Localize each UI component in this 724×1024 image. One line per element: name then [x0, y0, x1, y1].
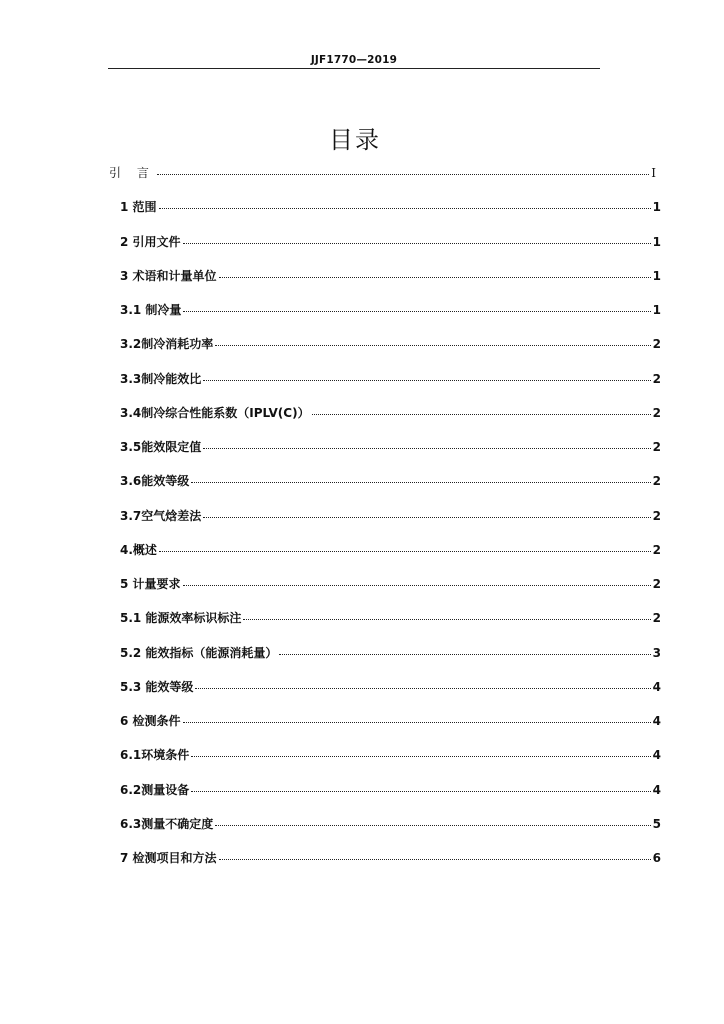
toc-entry[interactable] — [109, 166, 656, 180]
toc-entry-label: 3.6能效等级 — [120, 474, 190, 489]
toc-entry[interactable] — [120, 543, 661, 557]
toc-leader-dots — [215, 825, 650, 826]
toc-entry-page: 2 — [652, 611, 661, 626]
toc-entry[interactable] — [120, 474, 661, 488]
toc-entry-page: 4 — [652, 679, 661, 694]
toc-entry-label: 3.5能效限定值 — [120, 440, 202, 454]
toc-entry-page: 1 — [652, 234, 661, 249]
toc-entry-page: 5 — [652, 816, 661, 831]
toc-entry-page: 4 — [652, 748, 661, 763]
toc-entry-page: 2 — [652, 371, 661, 386]
toc-entry-label: 3 术语和计量单位 — [120, 268, 217, 283]
toc-entry[interactable] — [120, 509, 661, 523]
toc-entry-label: 6.2测量设备 — [120, 782, 190, 797]
toc-entry-label: 5.1 能源效率标识标注 — [120, 611, 242, 626]
toc-entry[interactable] — [120, 714, 661, 728]
toc-entry[interactable] — [120, 680, 661, 694]
toc-entry[interactable] — [120, 748, 661, 762]
toc-entry-page: 2 — [652, 337, 661, 352]
toc-entry-label: 引 言 — [109, 166, 155, 180]
page-header: JJF1770—2019 — [310, 54, 398, 66]
toc-leader-dots — [191, 791, 650, 792]
toc-entry-label: 6 检测条件 — [120, 714, 181, 728]
toc-entry[interactable] — [120, 440, 661, 454]
toc-entry-label: 5 计量要求 — [120, 577, 181, 591]
toc-entry-label: 6.1环境条件 — [120, 748, 190, 763]
toc-entry[interactable] — [120, 783, 661, 797]
toc-leader-dots — [312, 414, 651, 415]
toc-entry-page: 1 — [652, 303, 661, 317]
toc-entry[interactable] — [120, 200, 661, 214]
toc-entry[interactable] — [120, 817, 661, 831]
toc-entry-label: 3.4制冷综合性能系数（IPLV(C)） — [120, 405, 310, 420]
toc-leader-dots — [219, 277, 651, 278]
toc-entry-label: 4.概述 — [120, 542, 157, 557]
toc-leader-dots — [191, 756, 650, 757]
toc-leader-dots — [203, 380, 650, 381]
toc-entry-label: 3.1 制冷量 — [120, 303, 182, 317]
toc-leader-dots — [183, 722, 651, 723]
toc-entry-page: I — [651, 166, 656, 180]
toc-entry[interactable] — [120, 269, 661, 283]
toc-leader-dots — [183, 585, 651, 586]
toc-entry-page: 2 — [652, 405, 661, 420]
toc-leader-dots — [191, 482, 650, 483]
toc-entry[interactable] — [120, 851, 661, 865]
toc-entry-label: 7 检测项目和方法 — [120, 851, 217, 865]
toc-entry-page: 1 — [652, 200, 661, 215]
toc-leader-dots — [159, 208, 651, 209]
toc-leader-dots — [195, 688, 650, 689]
toc-entry-page: 2 — [652, 508, 661, 523]
toc-entry-page: 2 — [652, 542, 661, 557]
toc-entry-page: 3 — [652, 645, 661, 660]
toc-entry[interactable] — [120, 611, 661, 625]
toc-entry[interactable] — [120, 337, 661, 351]
toc-leader-dots — [157, 174, 649, 175]
toc-entry[interactable] — [120, 406, 661, 420]
toc-entry-page: 1 — [652, 268, 661, 283]
toc-entry[interactable] — [120, 235, 661, 249]
toc-entry-label: 6.3测量不确定度 — [120, 816, 214, 831]
toc-entry-page: 6 — [652, 851, 661, 865]
toc-leader-dots — [203, 448, 650, 449]
toc-entry-label: 5.3 能效等级 — [120, 679, 194, 694]
toc-leader-dots — [219, 859, 651, 860]
toc-leader-dots — [183, 311, 650, 312]
toc-leader-dots — [183, 243, 651, 244]
header-rule — [108, 68, 600, 69]
toc-entry-label: 3.2制冷消耗功率 — [120, 337, 214, 352]
toc-entry-page: 2 — [652, 577, 661, 591]
toc-leader-dots — [159, 551, 651, 552]
toc-leader-dots — [243, 619, 650, 620]
toc-entry-label: 3.7空气焓差法 — [120, 508, 202, 523]
toc-entry[interactable] — [120, 577, 661, 591]
toc-entry-label: 5.2 能效指标（能源消耗量） — [120, 645, 278, 660]
toc-entry-label: 1 范围 — [120, 200, 157, 215]
toc-entry[interactable] — [120, 303, 661, 317]
toc-entry[interactable] — [120, 646, 661, 660]
toc-entry-page: 4 — [652, 714, 661, 728]
toc-entry[interactable] — [120, 372, 661, 386]
toc-leader-dots — [203, 517, 650, 518]
toc-entry-page: 2 — [652, 440, 661, 454]
toc-leader-dots — [279, 654, 650, 655]
toc-entry-label: 2 引用文件 — [120, 234, 181, 249]
toc-entry-page: 2 — [652, 474, 661, 489]
page-title: 目录 — [329, 126, 381, 154]
toc-leader-dots — [215, 345, 650, 346]
toc-entry-label: 3.3制冷能效比 — [120, 371, 202, 386]
toc-entry-page: 4 — [652, 782, 661, 797]
